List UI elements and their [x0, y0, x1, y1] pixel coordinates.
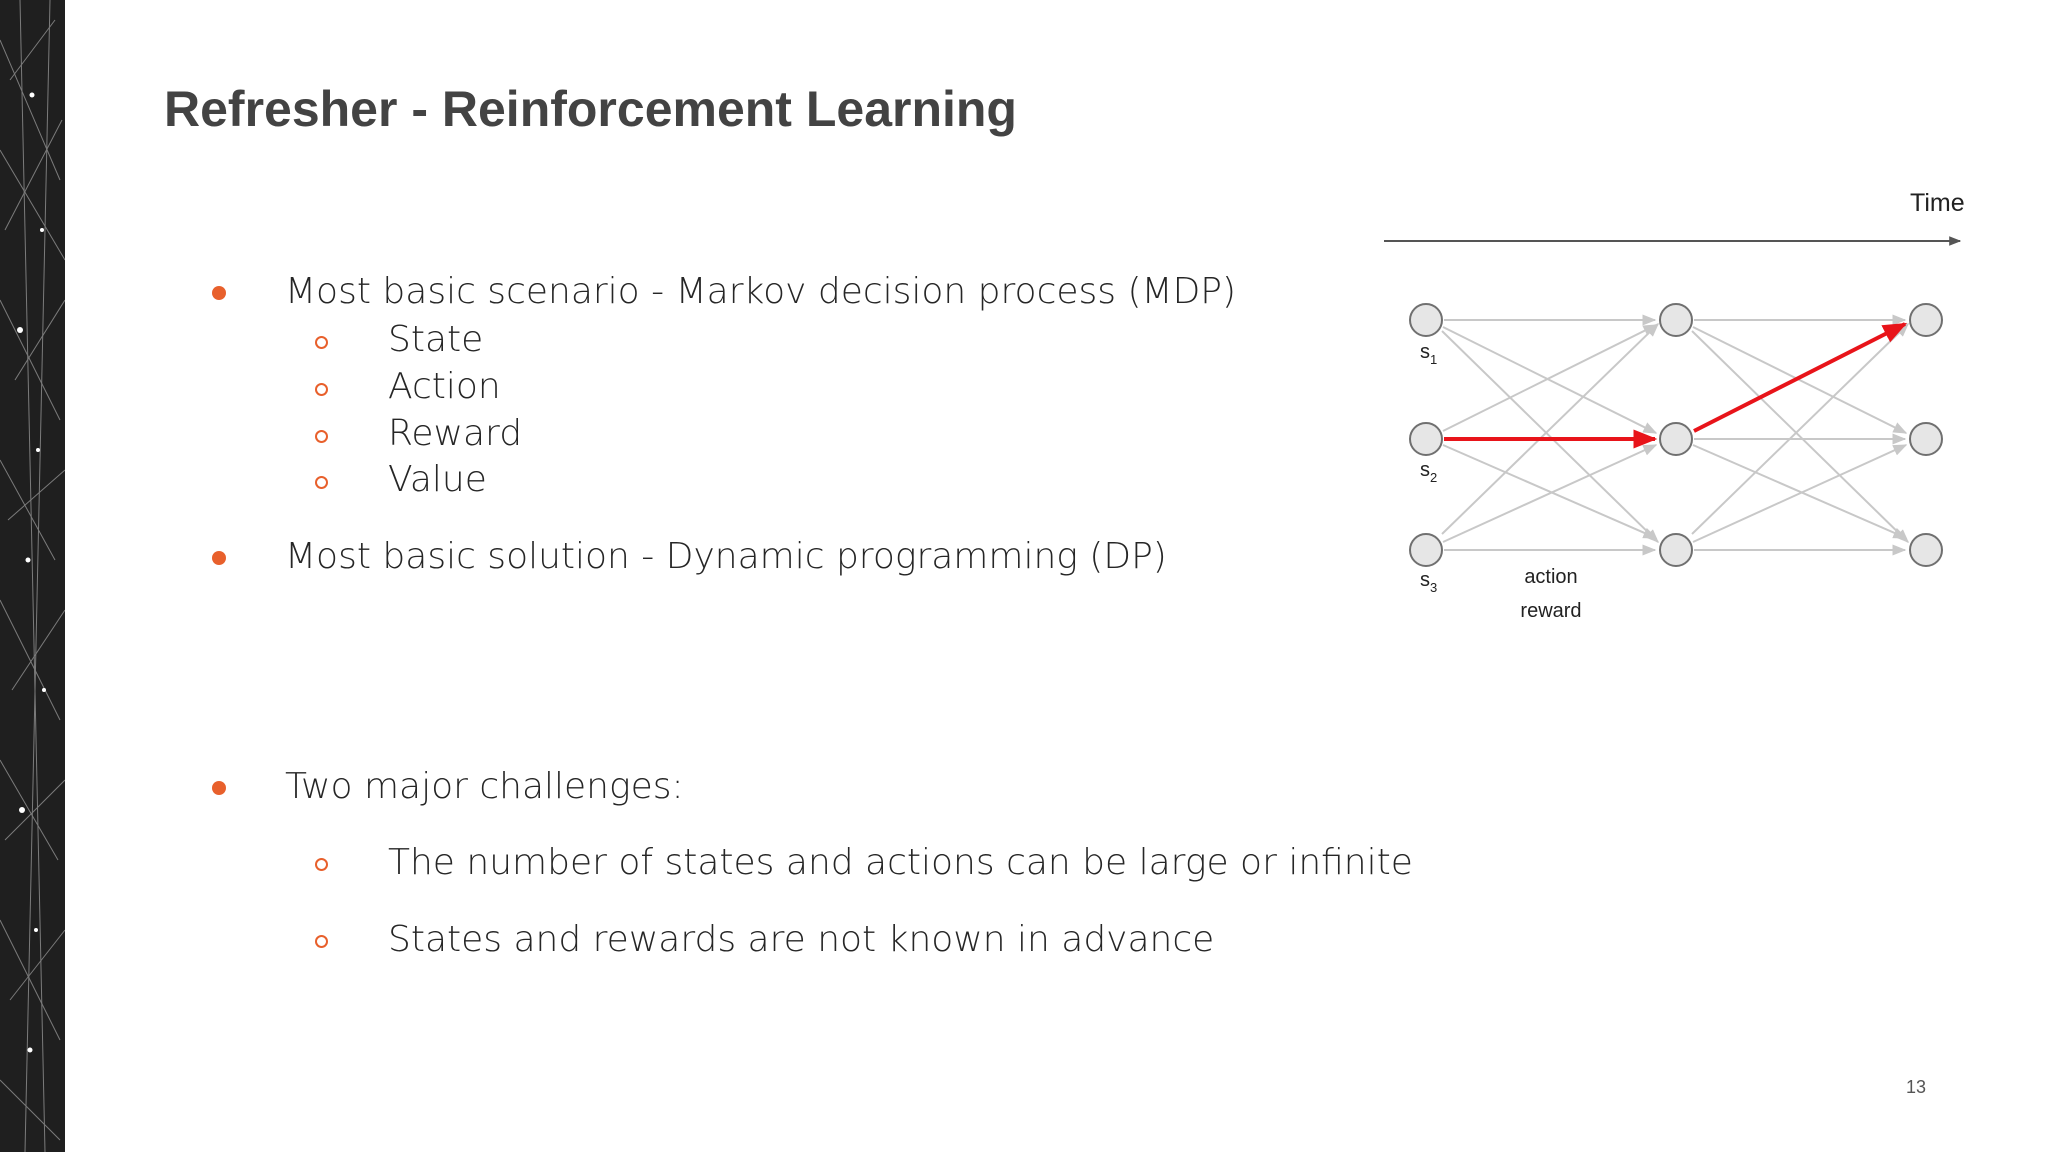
state-node	[1660, 534, 1692, 566]
state-node	[1660, 423, 1692, 455]
state-node	[1910, 534, 1942, 566]
action-label: action	[1524, 566, 1578, 588]
bullet-text: Two major challenges:	[285, 766, 684, 807]
state-label-s1: $s_1$	[1420, 341, 1438, 367]
sub-bullet-marker	[315, 430, 328, 443]
sub-bullet-text: Reward	[388, 413, 523, 454]
sub-bullet-marker	[315, 383, 328, 396]
state-nodes	[1410, 304, 1942, 566]
state-label-s2: $s_2$	[1420, 459, 1438, 485]
reward-label: reward	[1520, 600, 1582, 622]
mdp-diagram	[1370, 190, 1970, 640]
time-label: Time	[1910, 190, 1965, 217]
network-graphic-sidebar	[0, 0, 65, 1152]
sub-bullet-marker	[315, 476, 328, 489]
sub-bullet-text: States and rewards are not known in advance	[388, 919, 1215, 960]
bullet-text: Most basic scenario - Markov decision process (MDP)	[285, 271, 1237, 312]
bullet-marker	[212, 286, 226, 300]
page-number: 13	[1906, 1077, 1927, 1097]
state-node	[1910, 304, 1942, 336]
state-label-s3: $s_3$	[1420, 569, 1438, 595]
state-node	[1660, 304, 1692, 336]
sub-bullet-text: State	[388, 319, 484, 360]
sub-bullet-marker	[315, 336, 328, 349]
sub-bullet-text: The number of states and actions can be large or infinite	[388, 842, 1413, 883]
state-node	[1910, 423, 1942, 455]
state-node	[1410, 423, 1442, 455]
slide-title: Refresher - Reinforcement Learning	[164, 81, 1017, 137]
bullet-marker	[212, 781, 226, 795]
bullet-marker	[212, 551, 226, 565]
sub-bullet-text: Value	[388, 459, 487, 500]
state-node	[1410, 534, 1442, 566]
state-node	[1410, 304, 1442, 336]
sub-bullet-marker	[315, 935, 328, 948]
sub-bullet-text: Action	[388, 366, 501, 407]
bullet-text: Most basic solution - Dynamic programming (DP)	[285, 536, 1167, 577]
highlighted-path	[1444, 324, 1905, 439]
sub-bullet-marker	[315, 858, 328, 871]
